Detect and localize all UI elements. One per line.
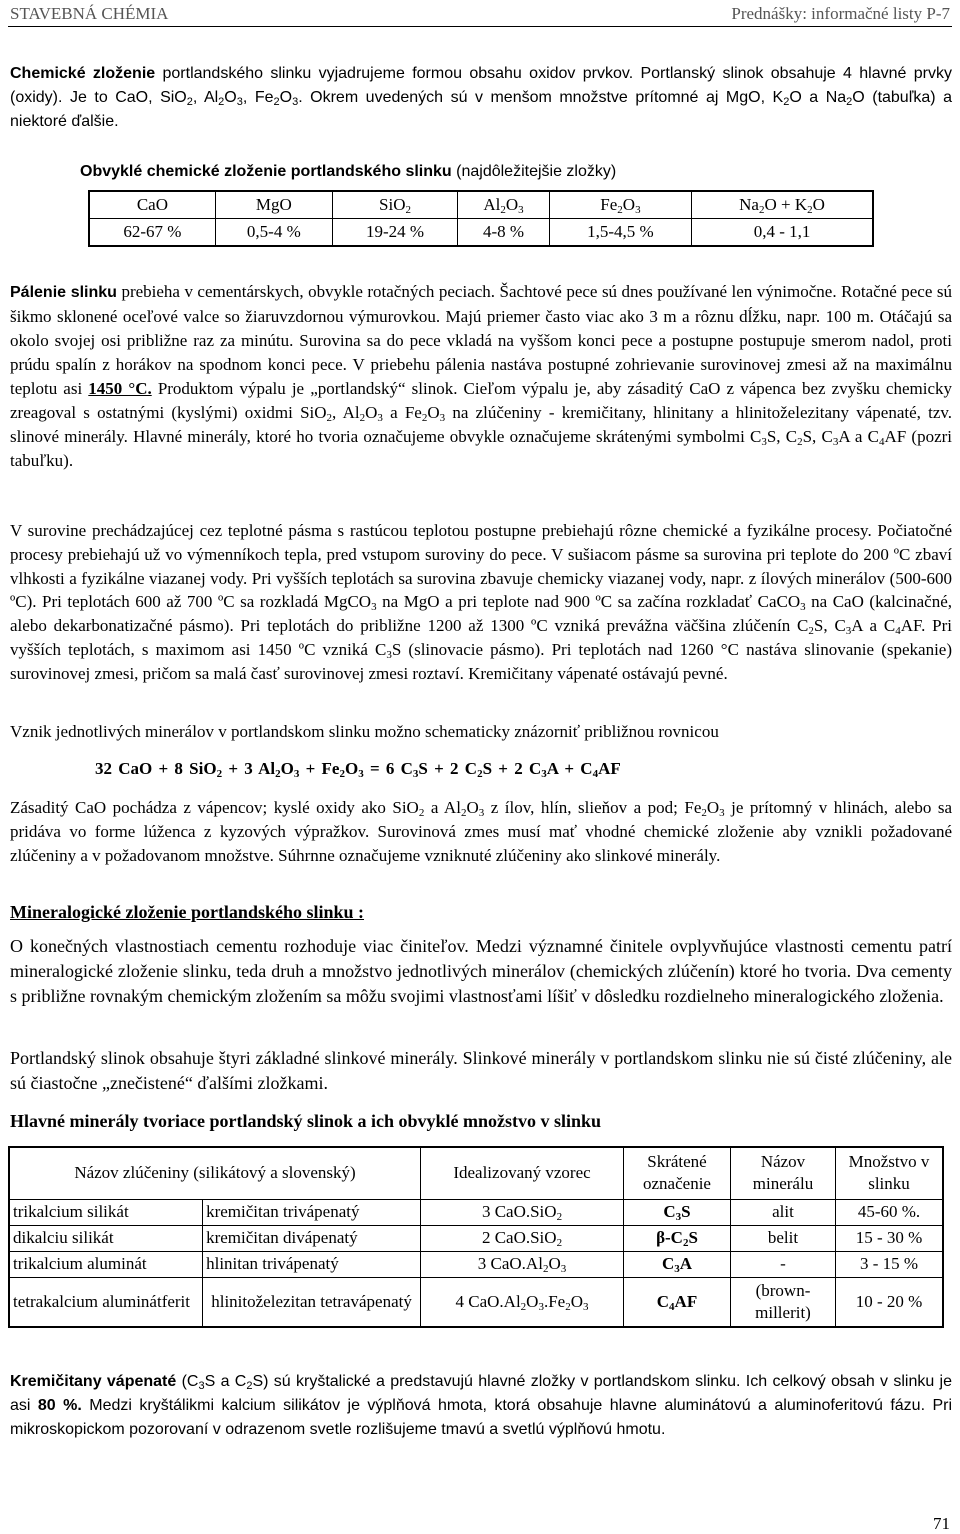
table-header-cell: Názov minerálu <box>731 1147 836 1199</box>
table-cell: kremičitan trivápenatý <box>203 1199 421 1225</box>
table-cell: 62-67 % <box>89 219 215 247</box>
page-number: 71 <box>933 1514 950 1533</box>
table-cell: 19-24 % <box>332 219 457 247</box>
table-header-cell: Názov zlúčeniny (silikátový a slovenský) <box>9 1147 421 1199</box>
table-cell: 3 CaO.SiO$_2$ <box>421 1199 624 1225</box>
table-cell: (brown-millerit) <box>731 1277 836 1327</box>
table-cell: 2 CaO.SiO$_2$ <box>421 1225 624 1251</box>
burning-paragraph: Pálenie slinku prebieha v cementárskych, obvykle rotačných peciach. Šachtové pece sú dnes používané len výnimočne. Rotačné pece sú šikmo sklonené oceľové valce so žiaruvzdornou výmurovkou. Majú priemer často viac ako 3 m a rôznu dĺžku, napr. 100 m. Otáčajú sa okolo svojej osi približne raz za minútu. Surovina sa do pece vkladá na vyššom konci pece a postupne postupuje smerom nadol, proti prúdu spalín z horákov na spodnom konci pece. V priebehu pálenia nastáva postupné zohrievanie surovinovej zmesi až na maximálnu teplotu asi 1450 °C. Produktom výpalu je „portlandský“ slinok. Cieľom výpalu je, aby zásaditý CaO z vápenca bez zvyšku chemicky zreagoval s ostatnými (kyslými) oxidmi SiO$_2$, $Al_2O_3$ a $Fe_2O_3$ na zlúčeniny - kremičitany, hlinitany a hlinitoželezitany vápenaté, tzv. slinové minerály. Hlavné minerály, ktoré ho tvoria označujeme obvykle označujeme skrátenými symbolmi $C_3S$, $C_2S$, $C_3A$ a $C_4AF$ (pozri tabuľku). <box>10 282 953 470</box>
silicates-paragraph: Kremičitany vápenaté ($C_3S$ a $C_2S$) sú kryštalické a predstavujú hlavné zložky v portlandskom slinku. Ich celkový obsah v slinku je asi 80 %. Medzi kryštálikmi kalcium silikátov je výplňová hmota, ktorá obsahuje hlavne aluminátovú a aluminoferitovú fázu. Pri mikroskopickom pozorovaní v odrazenom svetle rozlišujeme tmavú a svetlú výplňovú hmotu. <box>10 1373 953 1438</box>
oxide-sources-paragraph: Zásaditý CaO pochádza z vápencov; kyslé oxidy ako SiO$_2$ a $Al_2O_3$ z ílov, hlín, slieňov a pod; $Fe_2O_3$ je prítomný v hlinách, alebo sa pridáva vo forme lúženca z kyzových výpražkov. Surovinová zmes musí mať vhodné chemické zloženie aby vznikli požadované zlúčeniny a v požadovanom množstve. Súhrnne označujeme vzniknuté zlúčeniny ako slinkové minerály. <box>10 798 952 865</box>
table-cell: 0,4 - 1,1 <box>692 219 873 247</box>
table-cell: belit <box>731 1225 836 1251</box>
minerals-paragraph: Portlandský slinok obsahuje štyri základné slinkové minerály. Slinkové minerály v portlandskom slinku nie sú čisté zlúčeniny, ale sú čiastočne „znečistené“ ďalšími zložkami. <box>10 1048 952 1093</box>
table-cell: hlinitoželezitan tetravápenatý <box>203 1277 421 1327</box>
table-header-cell: CaO <box>89 191 215 219</box>
table-header-cell: MgO <box>215 191 332 219</box>
header-course-title: STAVEBNÁ CHÉMIA <box>10 4 169 23</box>
table-header-cell: Skrátené označenie <box>624 1147 731 1199</box>
table-row <box>9 1277 943 1327</box>
table-header-cell: Množstvo v slinku <box>836 1147 944 1199</box>
table-cell: 3 - 15 % <box>836 1251 944 1277</box>
table-header-cell: SiO$_2$ <box>332 191 457 219</box>
table-cell: $\beta-C_2S$ <box>624 1225 731 1251</box>
formation-sentence: Vznik jednotlivých minerálov v portlandskom slinku možno schematicky znázorniť približnou rovnicou <box>10 722 719 741</box>
table-cell: 3 $CaO.Al_2O_3$ <box>421 1251 624 1277</box>
table-cell: alit <box>731 1199 836 1225</box>
table-cell: 15 - 30 % <box>836 1225 944 1251</box>
table-row <box>9 1251 943 1277</box>
table-header-cell: $Fe_2O_3$ <box>549 191 691 219</box>
table-header-cell: $Na_2O + K_2O$ <box>692 191 873 219</box>
table-cell: 1,5-4,5 % <box>549 219 691 247</box>
table-cell: 10 - 20 % <box>836 1277 944 1327</box>
minerals-table <box>8 1146 944 1328</box>
page-header <box>8 2 952 27</box>
table-cell: kremičitan divápenatý <box>203 1225 421 1251</box>
chemical-composition-table <box>88 190 874 247</box>
formation-equation: 32 CaO + 8 SiO$_2$ + 3 $Al_2O_3 + Fe_2O_3 = 6$ $C_3S + 2$ $C_2S + 2$ $C_3A + C_4AF$ <box>95 759 621 780</box>
table-cell: trikalcium aluminát <box>9 1251 203 1277</box>
table-cell: 45-60 %. <box>836 1199 944 1225</box>
table-cell: dikalciu silikát <box>9 1225 203 1251</box>
table1-caption: Obvyklé chemické zloženie portlandského slinku (najdôležitejšie zložky) <box>80 163 617 180</box>
table-header-cell: Idealizovaný vzorec <box>421 1147 624 1199</box>
table2-caption: Hlavné minerály tvoriace portlandský slinok a ich obvyklé množstvo v slinku <box>10 1111 602 1131</box>
table-cell: $C_4AF$ <box>624 1277 731 1327</box>
table-row <box>9 1199 943 1225</box>
table-cell: hlinitan trivápenatý <box>203 1251 421 1277</box>
table-cell: $C_3S$ <box>624 1199 731 1225</box>
raw-material-paragraph: V surovine prechádzajúcej cez teplotné pásma s rastúcou teplotou postupne prebiehajú rôzne chemické a fyzikálne procesy. Počiatočné procesy prebiehajú už vo výmenníkoch tepla, pred vstupom suroviny do pece. V sušiacom pásme sa surovina pri teplote do 200 ºC zbaví vlhkosti a fyzikálne viazanej vody. Pri vyšších teplotách sa surovina zbavuje chemicky viazanej vody, napr. z ílových minerálov (500-600 ºC). Pri teplotách 600 až 700 ºC sa rozkladá MgCO$_3$ na MgO a pri teplote nad 900 ºC sa začína rozkladať CaCO$_3$ na CaO (kalcinačné, alebo dekarbonatizačné pásmo). Pri teplotách do približne 1200 až 1300 ºC vzniká prevážna väčšina zlúčenín $C_2S$, $C_3A$ a $C_4AF$. Pri vyšších teplotách, s maximom asi 1450 ºC vzniká $C_3S$ (slinovacie pásmo). Pri teplotách nad 1260 °C nastáva slinovanie (spekanie) surovinovej zmesi, pričom sa malá časť surovinovej zmesi roztaví. Kremičitany vápenaté ostávajú pevné. <box>10 521 952 683</box>
properties-paragraph: O konečných vlastnostiach cementu rozhoduje viac činiteľov. Medzi významné činitele ovplyvňujúce vlastnosti cementu patrí mineralogické zloženie slinku, teda druh a množstvo jednotlivých minerálov (chemických zlúčenín) ktoré ho tvoria. Dva cementy s približne rovnakým chemickým zložením sa môžu svojimi vlastnosťami líšiť v dôsledku rozdielneho mineralogického zloženia. <box>10 936 952 1006</box>
table-header-cell: $Al_2O_3$ <box>458 191 550 219</box>
table-row <box>89 191 873 219</box>
table-row <box>9 1147 943 1199</box>
intro-paragraph: Chemické zloženie portlandského slinku vyjadrujeme formou obsahu oxidov prvkov. Portlanský slinok obsahuje 4 hlavné prvky (oxidy). Je to CaO, SiO$_2$, $Al_2O_3$, $Fe_2O_3$. Okrem uvedených sú v menšom množstve prítomné aj MgO, $K_2O$ a $Na_2O$ (tabuľka) a niektoré ďalšie. <box>10 65 952 130</box>
table-row <box>89 219 873 247</box>
table-cell: trikalcium silikát <box>9 1199 203 1225</box>
header-lecture-ref: Prednášky: informačné listy P-7 <box>731 4 950 23</box>
table-cell: 0,5-4 % <box>215 219 332 247</box>
table-cell: $C_3A$ <box>624 1251 731 1277</box>
table-row <box>9 1225 943 1251</box>
table-cell: 4-8 % <box>458 219 550 247</box>
section-heading: Mineralogické zloženie portlandského slinku : <box>10 902 365 922</box>
table-cell: - <box>731 1251 836 1277</box>
table-cell: tetrakalcium aluminátferit <box>9 1277 203 1327</box>
table-cell: 4 $CaO.Al_2O_3.Fe_2O_3$ <box>421 1277 624 1327</box>
